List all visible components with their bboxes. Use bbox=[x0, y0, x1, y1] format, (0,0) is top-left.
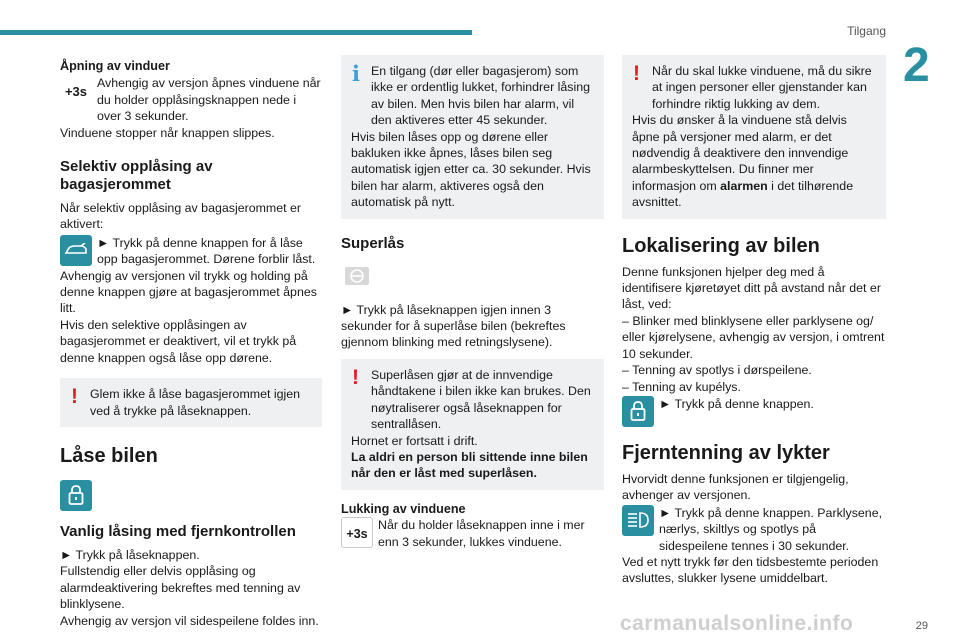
column-1 bbox=[60, 58, 322, 629]
info-box-access bbox=[341, 55, 604, 219]
warning-icon: ! bbox=[633, 62, 640, 85]
locate-bullet-1: – Blinker med blinklysene eller parklysene og/ eller kjørelysene, avhengig av versjon, i omtrent 10 sekunder. bbox=[622, 313, 885, 361]
warning-icon: ! bbox=[71, 385, 78, 409]
locate-press-text: ► Trykk på denne knappen. bbox=[659, 396, 814, 411]
lights-intro: Hvorvidt denne funksjonen er tilgjengelig, avhenger av versjonen. bbox=[622, 471, 849, 503]
remote-confirm-text: Fullstendig eller delvis opplåsing og alarmdeaktivering bekreftes med tenning av blinklysene. bbox=[60, 564, 301, 612]
locate-bullet-3: – Tenning av kupélys. bbox=[622, 379, 741, 394]
headlight-icon bbox=[622, 505, 654, 536]
horn-text: Hornet er fortsatt i drift. bbox=[351, 433, 478, 448]
lock-title: Låse bilen bbox=[60, 444, 158, 467]
remote-press-text: ► Trykk på låseknappen. bbox=[60, 547, 200, 562]
close-windows-text: Når du holder låseknappen inne i mer enn 3 sekunder, lukkes vinduene. bbox=[378, 518, 585, 549]
trunk-intro: Når selektiv opplåsing av bagasjerommet er aktivert: bbox=[60, 201, 302, 232]
section-title: Tilgang bbox=[847, 24, 886, 38]
superlock-danger-text: La aldri en person bli sittende inne bilen når den er låst med superlåsen. bbox=[351, 449, 588, 481]
plus-3s-icon bbox=[60, 75, 92, 106]
chapter-number: 2 bbox=[903, 39, 930, 92]
lights-end-text: Ved et nytt trykk før den tidsbestemte perioden avsluttes, slukker lysene umiddelbart. bbox=[622, 554, 879, 586]
watermark: carmanualsonline.info bbox=[620, 612, 854, 635]
trunk-version-text: Avhengig av versjonen vil trykk og holding på denne knappen gjøre at bagasjerommet åpnes litt. bbox=[60, 268, 317, 316]
lights-row bbox=[622, 505, 886, 554]
superlock-title: Superlås bbox=[341, 234, 405, 252]
close-windows-row bbox=[341, 517, 604, 550]
superlock-warning-text: Superlåsen gjør at de innvendige håndtakene i bilen ikke kan brukes. Den nøytraliserer også låseknappen for sentrallåsen. bbox=[371, 367, 591, 432]
superlock-press-text: ► Trykk på låseknappen igjen innen 3 sekunder for å superlåse bilen (bekreftes gjennom blinking med retningslysene). bbox=[341, 302, 566, 350]
locate-bullet-2: – Tenning av spotlys i dørspeilene. bbox=[622, 363, 812, 378]
windows-row bbox=[60, 75, 322, 124]
warning-trunk-text: Glem ikke å låse bagasjerommet igjen ved å trykke på låseknappen. bbox=[90, 387, 301, 418]
info-access-text: En tilgang (dør eller bagasjerom) som ikke er ordentlig lukket, forhindrer låsing av bilen. Men hvis bilen har alarm, vil den aktiveres etter 45 sekunder. bbox=[371, 64, 591, 128]
remote-title: Vanlig låsing med fjernkontrollen bbox=[60, 522, 296, 540]
remote-mirrors-text: Avhengig av versjon vil sidespeilene foldes inn. bbox=[60, 613, 319, 628]
windows-stop-text: Vinduene stopper når knappen slippes. bbox=[60, 125, 275, 140]
trunk-deactivated-text: Hvis den selektive opplåsingen av bagasjerommet er deaktivert, vil et trykk på denne knappen også låse opp dørene. bbox=[60, 317, 297, 365]
padlock-icon bbox=[622, 396, 654, 427]
lights-title: Fjerntenning av lykter bbox=[622, 441, 830, 464]
column-2 bbox=[341, 55, 604, 550]
plus-3s-icon bbox=[341, 517, 373, 548]
warning-box-windows bbox=[622, 55, 886, 219]
locate-title: Lokalisering av bilen bbox=[622, 234, 820, 257]
padlock-icon bbox=[60, 480, 92, 511]
warning-icon: ! bbox=[352, 365, 359, 389]
lights-press-text: ► Trykk på denne knappen. Parklysene, nærlys, skiltlys og spotlys på sidespeilene tennes i 30 sekunder. bbox=[659, 505, 883, 553]
close-windows-title: Lukking av vinduene bbox=[341, 501, 466, 516]
plus-3s-icon-label: +3s bbox=[346, 527, 368, 542]
windows-warning-text: Når du skal lukke vinduene, må du sikre at ingen personer eller gjenstander kan forhindre riktig lukking av dem. bbox=[652, 64, 872, 111]
column-3 bbox=[622, 55, 886, 587]
steering-wheel-icon bbox=[341, 261, 373, 292]
locate-row bbox=[622, 396, 886, 427]
trunk-title: Selektiv opplåsing av bagasjerommet bbox=[60, 158, 213, 194]
warning-box-superlock bbox=[341, 359, 604, 490]
windows-title: Åpning av vinduer bbox=[60, 59, 170, 73]
trunk-row bbox=[60, 235, 322, 268]
page-number: 29 bbox=[915, 620, 928, 632]
windows-text: Avhengig av versjon åpnes vinduene når du holder opplåsingsknappen nede i over 3 sekunder. bbox=[97, 76, 321, 124]
info-relock-text: Hvis bilen låses opp og dørene eller bakluken ikke åpnes, låses bilen seg automatisk igjen etter ca. 30 sekunder. Hvis bilen har alarm, aktiveres også den automatisk på nytt. bbox=[351, 129, 591, 210]
trunk-button-icon bbox=[60, 235, 92, 266]
header-accent-bar bbox=[0, 30, 472, 35]
plus-3s-icon-label: +3s bbox=[64, 84, 88, 100]
alarm-windows-text: Hvis du ønsker å la vinduene stå delvis åpne på versjoner med alarm, er det nødvendig å deaktivere den innvendige alarmbeskyttelsen. Du finner mer informasjon om alarmen i det tilhørende avsnittet. bbox=[632, 113, 854, 210]
info-icon: i bbox=[352, 61, 360, 86]
trunk-press-text: ► Trykk på denne knappen for å låse opp bagasjerommet. Dørene forblir låst. bbox=[97, 235, 316, 267]
locate-intro: Denne funksjonen hjelper deg med å identifisere kjøretøyet ditt på avstand når det er låst, ved: bbox=[622, 264, 881, 312]
warning-box-trunk bbox=[60, 378, 322, 427]
